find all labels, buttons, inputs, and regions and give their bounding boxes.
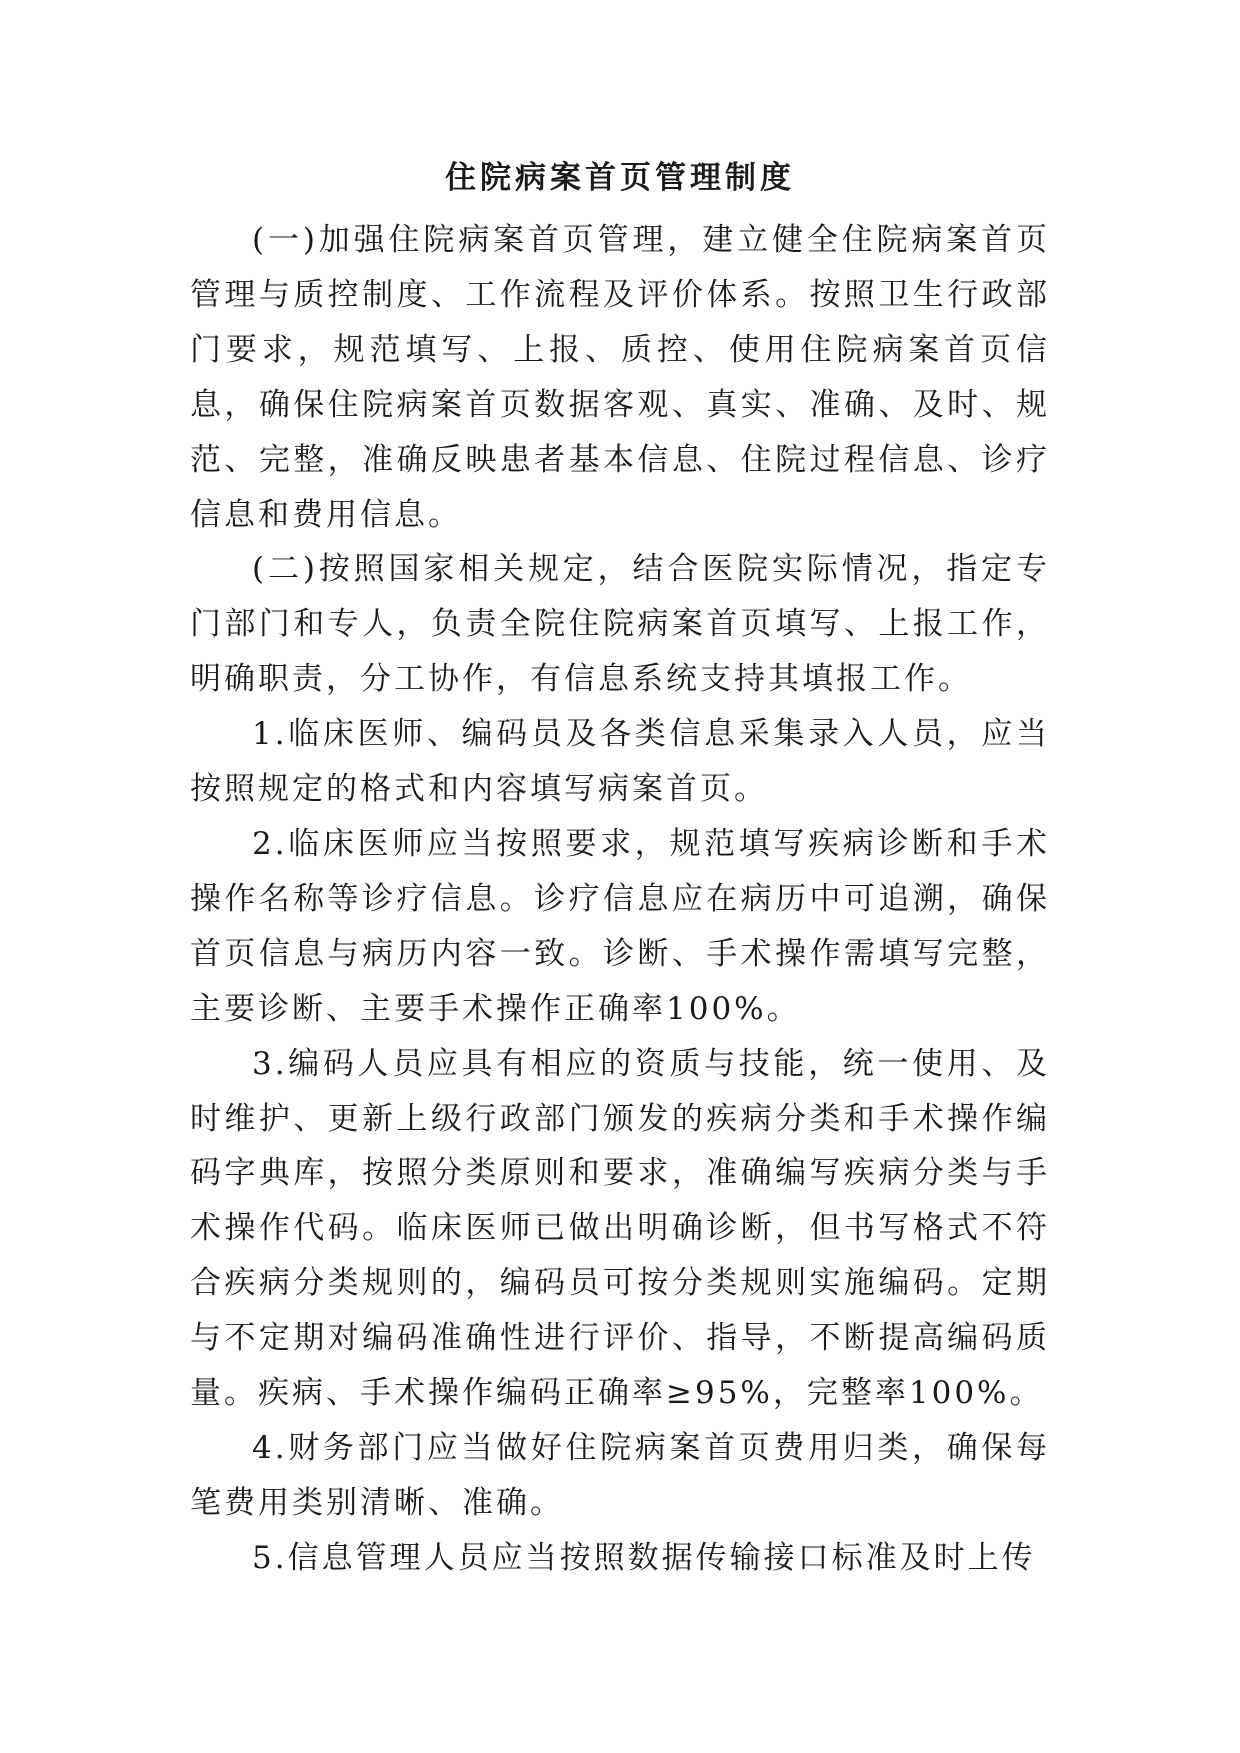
document-body [190, 213, 1050, 1586]
paragraph-6: 4.财务部门应当做好住院病案首页费用归类，确保每笔费用类别清晰、准确。 [190, 1429, 1050, 1521]
paragraph-7: 5.信息管理人员应当按照数据传输接口标准及时上传 [252, 1539, 1036, 1576]
paragraph-4: 2.临床医师应当按照要求，规范填写疾病诊断和手术操作名称等诊疗信息。诊疗信息应在病历中可追溯，确保首页信息与病历内容一致。诊断、手术操作需填写完整，主要诊断、主要手术操作正确率100%。 [190, 825, 1050, 1027]
paragraph-3: 1.临床医师、编码员及各类信息采集录入人员，应当按照规定的格式和内容填写病案首页。 [190, 716, 1050, 808]
document-title: 住院病案首页管理制度 [445, 160, 795, 196]
paragraph-1: (一)加强住院病案首页管理，建立健全住院病案首页管理与质控制度、工作流程及评价体系。按照卫生行政部门要求，规范填写、上报、质控、使用住院病案首页信息，确保住院病案首页数据客观、真实、准确、及时、规范、完整，准确反映患者基本信息、住院过程信息、诊疗信息和费用信息。 [190, 222, 1050, 533]
paragraph-2: (二)按照国家相关规定，结合医院实际情况，指定专门部门和专人，负责全院住院病案首页填写、上报工作，明确职责，分工协作，有信息系统支持其填报工作。 [190, 551, 1050, 698]
paragraph-5: 3.编码人员应具有相应的资质与技能，统一使用、及时维护、更新上级行政部门颁发的疾病分类和手术操作编码字典库，按照分类原则和要求，准确编写疾病分类与手术操作代码。临床医师已做出明确诊断，但书写格式不符合疾病分类规则的，编码员可按分类规则实施编码。定期与不定期对编码准确性进行评价、指导，不断提高编码质量。疾病、手术操作编码正确率≥95%，完整率100%。 [190, 1045, 1050, 1412]
